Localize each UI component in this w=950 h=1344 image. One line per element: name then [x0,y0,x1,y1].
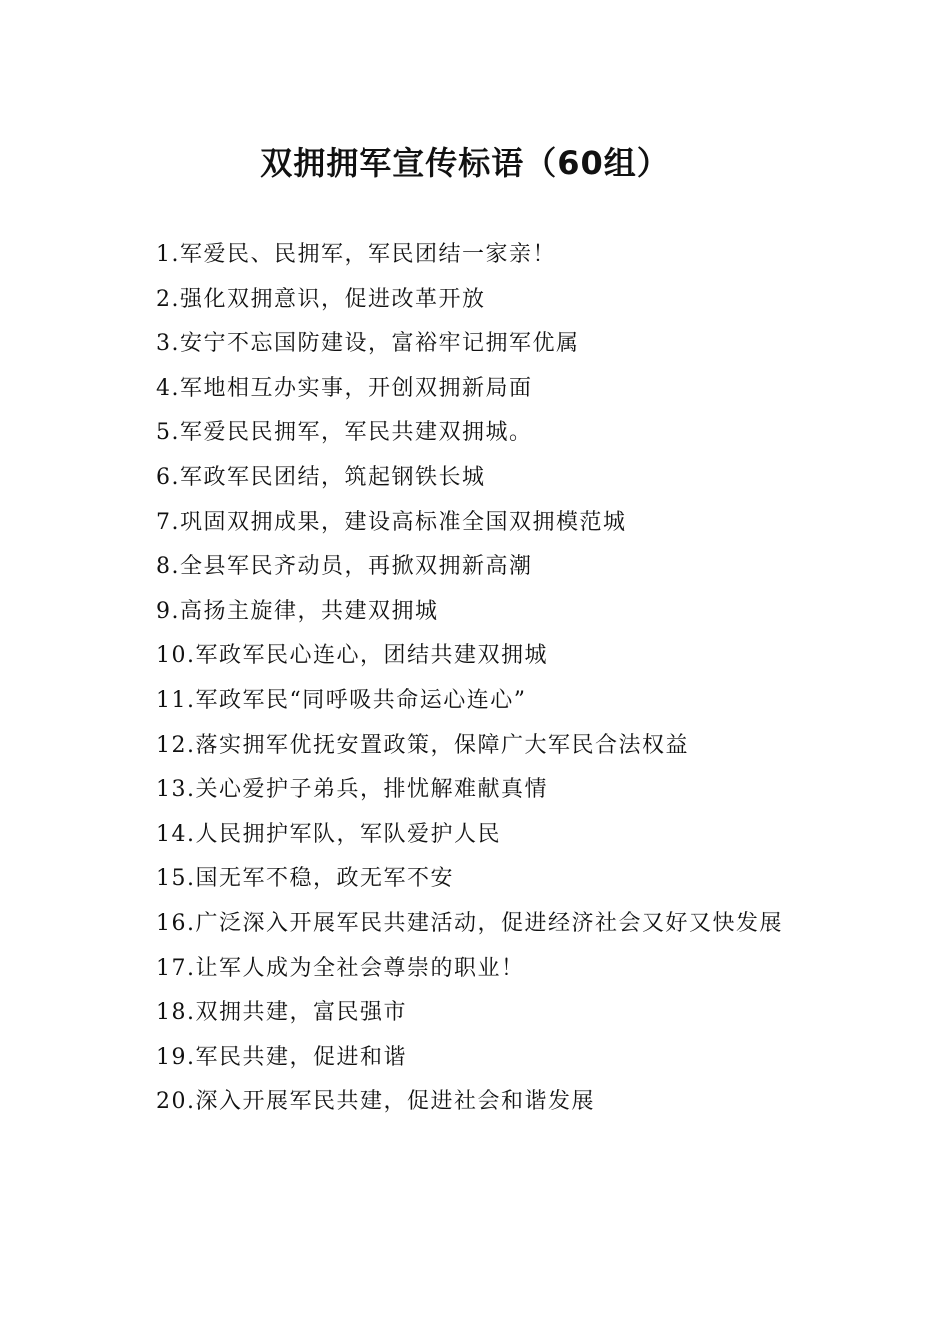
slogan-item: 10.军政军民心连心，团结共建双拥城 [156,643,548,669]
slogan-item: 19.军民共建，促进和谐 [156,1044,407,1070]
slogan-item: 9.高扬主旋律，共建双拥城 [156,598,439,624]
slogan-item: 14.人民拥护军队，军队爱护人民 [156,821,501,847]
slogan-item: 17.让军人成为全社会尊崇的职业！ [156,955,525,981]
slogan-item: 11.军政军民“同呼吸共命运心连心” [156,687,527,713]
slogan-item: 15.国无军不稳，政无军不安 [156,866,454,892]
document-title: 双拥拥军宣传标语（60组） [260,144,670,182]
slogan-item: 6.军政军民团结，筑起钢铁长城 [156,464,486,490]
slogan-item: 13.关心爱护子弟兵，排忧解难献真情 [156,777,548,803]
slogan-item: 2.强化双拥意识，促进改革开放 [156,286,486,312]
slogan-item: 12.落实拥军优抚安置政策，保障广大军民合法权益 [156,732,689,758]
slogan-item: 20.深入开展军民共建，促进社会和谐发展 [156,1089,595,1115]
slogan-item: 1.军爱民、民拥军，军民团结一家亲！ [156,242,556,267]
slogan-list [118,233,838,1125]
slogan-item: 8.全县军民齐动员，再掀双拥新高潮 [156,554,533,580]
slogan-item: 3.安宁不忘国防建设，富裕牢记拥军优属 [156,331,580,357]
slogan-item: 7.巩固双拥成果，建设高标准全国双拥模范城 [156,509,627,535]
slogan-item: 18.双拥共建，富民强市 [156,1000,407,1026]
slogan-item: 5.军爱民民拥军，军民共建双拥城。 [156,420,533,446]
slogan-item: 16.广泛深入开展军民共建活动，促进经济社会又好又快发展 [156,910,783,936]
slogan-item: 4.军地相互办实事，开创双拥新局面 [156,375,533,401]
